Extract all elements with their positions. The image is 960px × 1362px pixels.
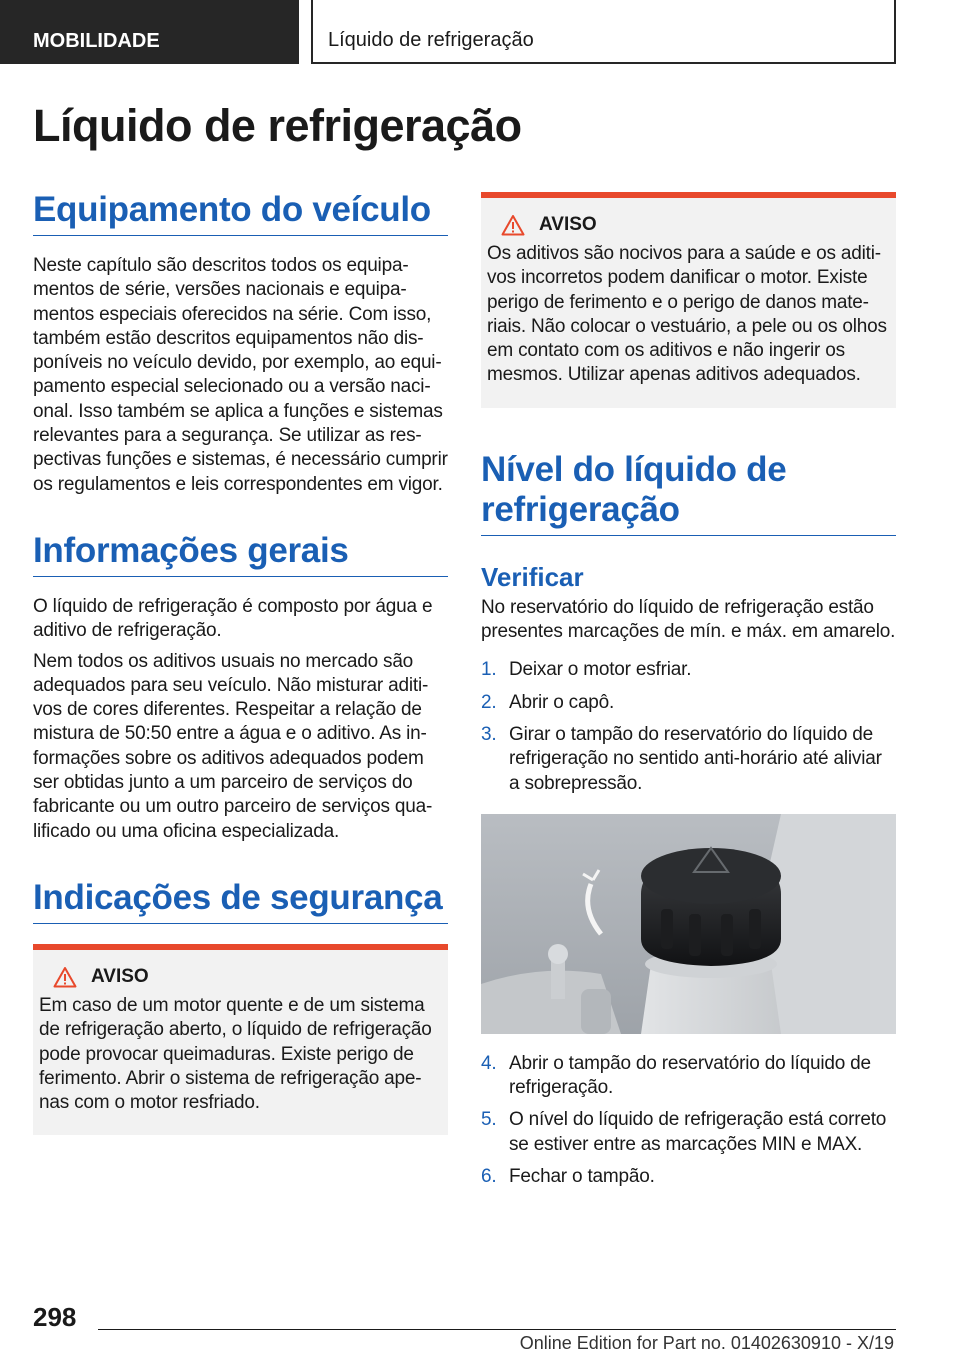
- warning-triangle-icon: [501, 214, 525, 236]
- heading-seguranca: Indicações de segurança: [33, 878, 448, 924]
- warning-header: [501, 214, 890, 236]
- step-text: Deixar o motor esfriar.: [509, 659, 692, 681]
- step-text: Abrir o capô.: [509, 691, 615, 713]
- paragraph-informacoes-2: Nem todos os aditivos usuais no mercado são adequados para seu veículo. Não misturar aditivos de cores diferentes. Respeitar a relação de mistura de 50:50 entre a água e o aditivo. As informações sobre os aditivos adequados podem ser obtidas junto a um parceiro de serviços do fabricante ou um outro parceiro de serviços qualificado ou uma oficina especializada.: [33, 650, 433, 842]
- warning-label: AVISO: [91, 965, 149, 987]
- warning-text: Os aditivos são nocivos para a saúde e os aditivos incorretos podem danificar o motor. Existe perigo de ferimento e o perigo de danos materiais. Não colocar o vestuário, a pele ou os olhos em contato com os aditivos e não ingerir os mesmos. Utilizar apenas aditivos adequados.: [487, 243, 887, 386]
- list-item: [481, 1052, 896, 1101]
- page-number: 298: [33, 1302, 77, 1332]
- steps-list-b: [481, 1052, 896, 1189]
- paragraph-equipamento: Neste capítulo são descritos todos os equipamentos de série, versões nacionais e equipamentos especiais oferecidos na série. Com isso, também estão descritos equipamentos não disponíveis no veículo devido, por exemplo, ao equipamento especial selecionado ou a versão nacional. Isso também se aplica a funções e sistemas relevantes para a segurança. Se utilizar as respectivas funções e sistemas, é necessário cumprir os regulamentos e leis correspondentes em vigor.: [33, 255, 448, 495]
- heading-verificar: Verificar: [481, 561, 584, 592]
- steps-list-a: [481, 658, 896, 795]
- section-tab: [0, 0, 299, 64]
- warning-box: [33, 944, 448, 1135]
- warning-label: AVISO: [539, 214, 597, 235]
- page-title: Líquido de refrigeração: [33, 100, 522, 151]
- section-label: MOBILIDADE: [33, 30, 160, 52]
- list-item: [481, 1165, 896, 1189]
- footer-divider: [98, 1329, 896, 1330]
- step-text: O nível do líquido de refrigeração está correto se estiver entre as marcações MIN e MAX.: [509, 1109, 887, 1155]
- step-number: 3.: [481, 723, 497, 745]
- heading-nivel: Nível do líquido de refrigeração: [481, 450, 896, 536]
- coolant-cap-photo: [481, 814, 896, 1034]
- warning-text: Em caso de um motor quente e de um sistema de refrigeração aberto, o líquido de refrigeração pode provocar queimaduras. Existe perigo de ferimento. Abrir o sistema de refrigeração apenas com o motor resfriado.: [39, 994, 432, 1114]
- list-item: [481, 658, 896, 682]
- warning-triangle-icon: [53, 966, 77, 988]
- heading-informacoes: Informações gerais: [33, 531, 448, 577]
- heading-equipamento: Equipamento do veículo: [33, 190, 448, 236]
- list-item: [481, 691, 896, 715]
- warning-box: [481, 192, 896, 408]
- left-column: [33, 190, 448, 1135]
- chapter-tab: [311, 0, 896, 64]
- step-text: Fechar o tampão.: [509, 1166, 655, 1188]
- coolant-cap-illustration: [481, 814, 896, 1034]
- list-item: [481, 1108, 896, 1157]
- right-column: [481, 192, 896, 1197]
- chapter-label: Líquido de refrigeração: [328, 29, 534, 51]
- paragraph-informacoes-1: O líquido de refrigeração é composto por água e aditivo de refrigeração.: [33, 595, 433, 642]
- step-number: 4.: [481, 1052, 497, 1074]
- edition-note: Online Edition for Part no. 01402630910 - X/19: [519, 1333, 894, 1353]
- list-item: [481, 723, 896, 796]
- paragraph-verificar: No reservatório do líquido de refrigeração estão presentes marcações de mín. e máx. em amarelo.: [481, 596, 896, 643]
- step-number: 6.: [481, 1166, 497, 1188]
- step-number: 5.: [481, 1109, 497, 1131]
- step-text: Girar o tampão do reservatório do líquido de refrigeração no sentido anti-horário até aliviar a sobrepressão.: [509, 723, 882, 794]
- warning-header: [53, 966, 442, 988]
- step-number: 2.: [481, 691, 497, 713]
- step-number: 1.: [481, 659, 497, 681]
- step-text: Abrir o tampão do reservatório do líquido de refrigeração.: [509, 1052, 871, 1099]
